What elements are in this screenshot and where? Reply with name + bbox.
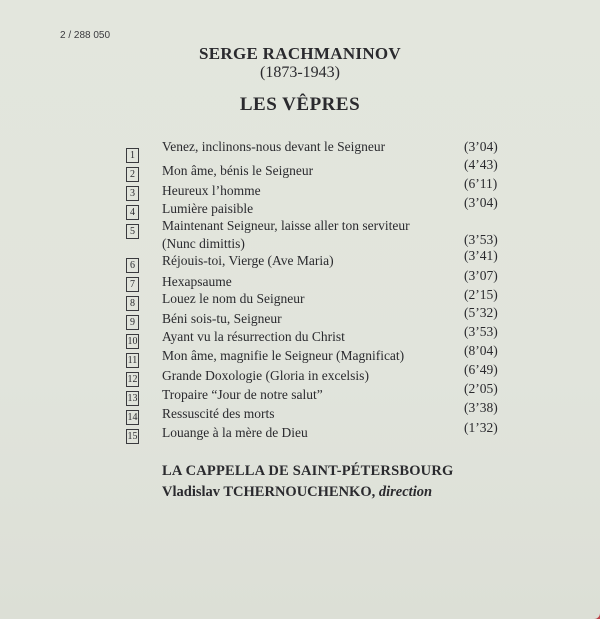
composer-name: SERGE RACHMANINOV [198, 44, 402, 63]
track-number-14: 14 [127, 412, 138, 423]
catalog-number: 2 / 288 050 [60, 30, 111, 41]
track-duration-8: (2’15) [464, 287, 498, 302]
track-title-15: Louange à la mère de Dieu [162, 425, 308, 440]
track-title-1: Venez, inclinons-nous devant le Seigneur [162, 139, 386, 154]
track-title-14: Ressuscité des morts [162, 406, 275, 421]
track-number-6: 6 [126, 258, 139, 273]
track-duration-7: (3’07) [464, 268, 498, 283]
track-duration-11: (8’04) [464, 343, 498, 358]
track-duration-13: (2’05) [464, 381, 498, 396]
track-number-11: 11 [127, 355, 138, 366]
track-duration-15: (1’32) [464, 420, 498, 435]
track-duration-4: (3’04) [464, 195, 498, 210]
track-duration-3: (6’11) [464, 176, 498, 191]
track-duration-6: (3’41) [464, 248, 498, 263]
track-duration-14: (3’38) [464, 400, 498, 415]
conductor-role: direction [378, 484, 433, 500]
track-title-2: Mon âme, bénis le Seigneur [162, 163, 314, 178]
track-number-9: 9 [126, 315, 139, 330]
track-duration-5: (3’53) [464, 232, 498, 247]
track-number-13: 13 [127, 393, 138, 404]
track-title-11: Mon âme, magnifie le Seigneur (Magnificat) [162, 348, 405, 363]
track-number-7: 7 [126, 277, 139, 292]
track-title-13: Tropaire “Jour de notre salut” [162, 387, 323, 402]
track-title-8: Louez le nom du Seigneur [162, 291, 305, 306]
track-number-3: 3 [126, 186, 139, 201]
track-title-7: Hexapsaume [162, 274, 232, 289]
track-title-5: Maintenant Seigneur, laisse aller ton serviteur [162, 218, 410, 233]
track-duration-2: (4’43) [464, 157, 498, 172]
track-title-4: Lumière paisible [162, 201, 254, 216]
track-number-15: 15 [127, 431, 138, 442]
track-number-12: 12 [127, 374, 138, 385]
track-title-6: Réjouis-toi, Vierge (Ave Maria) [162, 253, 334, 268]
track-title-3: Heureux l’homme [162, 183, 261, 198]
track-number-1: 1 [126, 148, 139, 163]
track-title-10: Ayant vu la résurrection du Christ [162, 329, 345, 344]
composer-dates: (1873-1943) [260, 64, 340, 81]
track-number-5: 5 [126, 224, 139, 239]
track-title-12: Grande Doxologie (Gloria in excelsis) [162, 368, 369, 383]
track-number-2: 2 [126, 167, 139, 182]
track-number-10: 10 [127, 336, 138, 347]
track-duration-1: (3’04) [464, 139, 498, 154]
work-title: LES VÊPRES [239, 94, 361, 115]
track-duration-9: (5’32) [464, 305, 498, 320]
track-duration-10: (3’53) [464, 324, 498, 339]
track-number-8: 8 [126, 296, 139, 311]
conductor-name: Vladislav TCHERNOUCHENKO, [162, 484, 376, 500]
track-title-5-line2: (Nunc dimittis) [162, 236, 245, 251]
choir-name: LA CAPPELLA DE SAINT-PÉTERSBOURG [162, 463, 454, 479]
track-duration-12: (6’49) [464, 362, 498, 377]
track-number-4: 4 [126, 205, 139, 220]
track-title-9: Béni sois-tu, Seigneur [162, 311, 282, 326]
conductor-credit [162, 484, 432, 501]
